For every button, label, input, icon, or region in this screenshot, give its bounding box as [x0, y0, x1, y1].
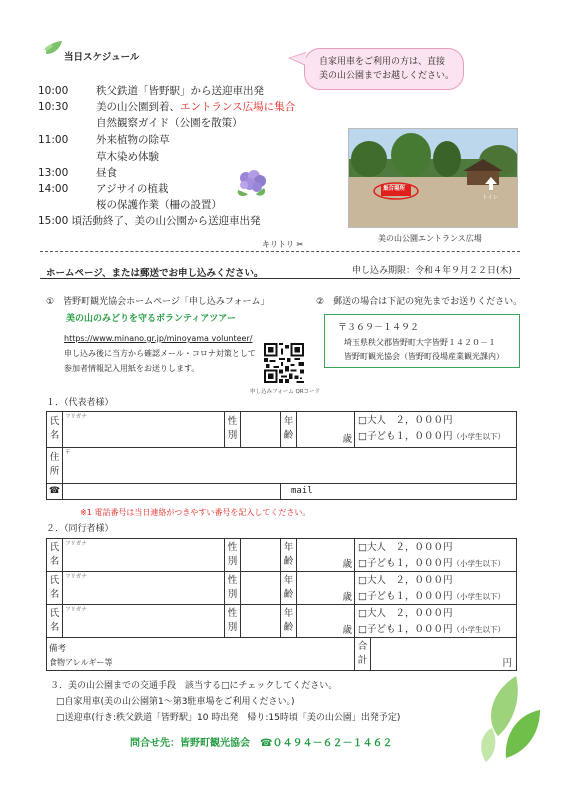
- age-input[interactable]: 歳: [297, 572, 355, 605]
- cut-line: [40, 251, 520, 252]
- sex-label: 性 別: [225, 412, 241, 448]
- tour-name: 美の山のみどりを守るボランティアツアー: [66, 314, 237, 324]
- organization: 皆野町観光協会（皆野町役場産業観光課内）: [344, 352, 504, 361]
- qr-code-icon[interactable]: [264, 343, 304, 383]
- option2-title: ② 郵送の場合は下記の宛先までお送りください。: [316, 297, 523, 307]
- section2-title: ２．（同行者様）: [46, 524, 114, 534]
- shuttle-checkbox[interactable]: □送迎車(行き:秩父鉄道「皆野駅」10 時出発 帰り:15時頃「美の山公園」出発予定): [56, 713, 401, 723]
- scissors-icon: ✂: [294, 240, 304, 249]
- car-checkbox[interactable]: □自家用車(美の山公園第1～第3駐車場をご利用ください。): [56, 697, 295, 707]
- name-label: 氏 名: [47, 412, 63, 448]
- schedule-heading: 当日スケジュール: [64, 52, 140, 63]
- fee-options[interactable]: □大人 ２，０００円 □子ども１，０００円（小学生以下）: [355, 605, 517, 638]
- age-input[interactable]: 歳: [297, 605, 355, 638]
- name-input[interactable]: フリガナ: [63, 412, 225, 448]
- name-input[interactable]: フリガナ: [63, 605, 225, 638]
- fee-options[interactable]: □大人 ２，０００円 □子ども１，０００円（小学生以下）: [355, 539, 517, 572]
- sex-input[interactable]: [241, 412, 281, 448]
- age-input[interactable]: 歳: [297, 539, 355, 572]
- name-label: 氏 名: [47, 605, 63, 638]
- schedule-row: 11:00 外来植物の除草: [38, 134, 170, 146]
- remarks-input[interactable]: [225, 638, 355, 671]
- address: 埼玉県秩父郡皆野町大字皆野１４２０－１: [344, 338, 496, 347]
- representative-table: [46, 411, 517, 500]
- fee-options[interactable]: □大人 ２，０００円 □子ども１，０００円（小学生以下）: [355, 412, 517, 448]
- section1-title: １．（代表者様）: [46, 398, 114, 408]
- schedule-row: 桜の保護作業（柵の設置）: [96, 199, 222, 211]
- sex-input[interactable]: [241, 605, 281, 638]
- meeting-highlight: エントランス広場に集合: [180, 101, 296, 113]
- age-label: 年 齢: [281, 572, 297, 605]
- remarks-label: 備考 食物アレルギー等: [47, 638, 225, 671]
- companion-table: [46, 538, 517, 671]
- total-input[interactable]: 円: [371, 638, 517, 671]
- phone-input[interactable]: [63, 484, 281, 500]
- cut-label: キリトリ ✂: [262, 240, 304, 249]
- schedule-row: 14:00 アジサイの植栽: [38, 183, 169, 195]
- phone-note: ※1 電話番号は当日連絡がつきやすい番号を記入してください。: [80, 508, 311, 517]
- age-label: 年 齢: [281, 605, 297, 638]
- sex-label: 性 別: [225, 539, 241, 572]
- schedule-row: 15:00 頃活動終了、美の山公園から送迎車出発: [38, 215, 261, 227]
- contact-info: 問合せ先：皆野町観光協会 ☎０４９４－６２－１４６２: [130, 738, 393, 749]
- option1-desc: 参加者情報記入用紙をお送りします。: [64, 364, 200, 373]
- form-url[interactable]: https://www.minano.gr.jp/minoyama volunteer/: [64, 334, 253, 343]
- deadline: 申し込み期限：令和４年９月２２日(木): [352, 266, 513, 276]
- photo-caption: 美の山公園エントランス広場: [378, 234, 482, 243]
- address-label: 住 所: [47, 448, 63, 484]
- fee-options[interactable]: □大人 ２，０００円 □子ども１，０００円（小学生以下）: [355, 572, 517, 605]
- schedule-row: 13:00 昼食: [38, 167, 117, 179]
- leaves-icon: [478, 674, 550, 764]
- schedule-row: 10:00 秩父鉄道「皆野駅」から送迎車出発: [38, 85, 264, 97]
- schedule-row: 10:30 美の山公園到着、エントランス広場に集合: [38, 101, 296, 113]
- sex-label: 性 別: [225, 572, 241, 605]
- hydrangea-icon: [234, 168, 270, 200]
- name-label: 氏 名: [47, 572, 63, 605]
- name-input[interactable]: フリガナ: [63, 539, 225, 572]
- schedule-row: 草木染め体験: [96, 151, 159, 163]
- option1-desc: 申し込み後に当方から確認メール・コロナ対策として: [64, 349, 256, 358]
- schedule-row: 自然観察ガイド（公園を散策）: [96, 117, 243, 129]
- toilet-label: トイレ: [482, 195, 499, 201]
- sex-input[interactable]: [241, 572, 281, 605]
- meeting-place-label: 集合場所: [383, 186, 406, 192]
- sex-input[interactable]: [241, 539, 281, 572]
- option1-title: ① 皆野町観光協会ホームページ「申し込みフォーム」: [46, 297, 270, 307]
- apply-heading: ホームページ、または郵送でお申し込みください。: [46, 268, 264, 279]
- leaf-icon: [44, 40, 64, 56]
- age-input[interactable]: 歳: [297, 412, 355, 448]
- entrance-photo: [348, 128, 518, 228]
- name-input[interactable]: フリガナ: [63, 572, 225, 605]
- age-label: 年 齢: [281, 412, 297, 448]
- phone-icon: ☎: [47, 484, 63, 500]
- name-label: 氏 名: [47, 539, 63, 572]
- sex-label: 性 別: [225, 605, 241, 638]
- transport-title: ３．美の山公園までの交通手段 該当する□にチェックしてください。: [50, 681, 338, 691]
- address-input[interactable]: 〒: [63, 448, 517, 484]
- car-callout: 自家用車をご利用の方は、直接 美の山公園までお越しください。: [304, 48, 464, 90]
- mail-input[interactable]: mail: [281, 484, 517, 500]
- qr-caption: 申し込みフォーム QRコード: [250, 389, 321, 395]
- postal-code: 〒３６９－１４９２: [338, 323, 420, 333]
- total-label: 合 計: [355, 638, 371, 671]
- age-label: 年 齢: [281, 539, 297, 572]
